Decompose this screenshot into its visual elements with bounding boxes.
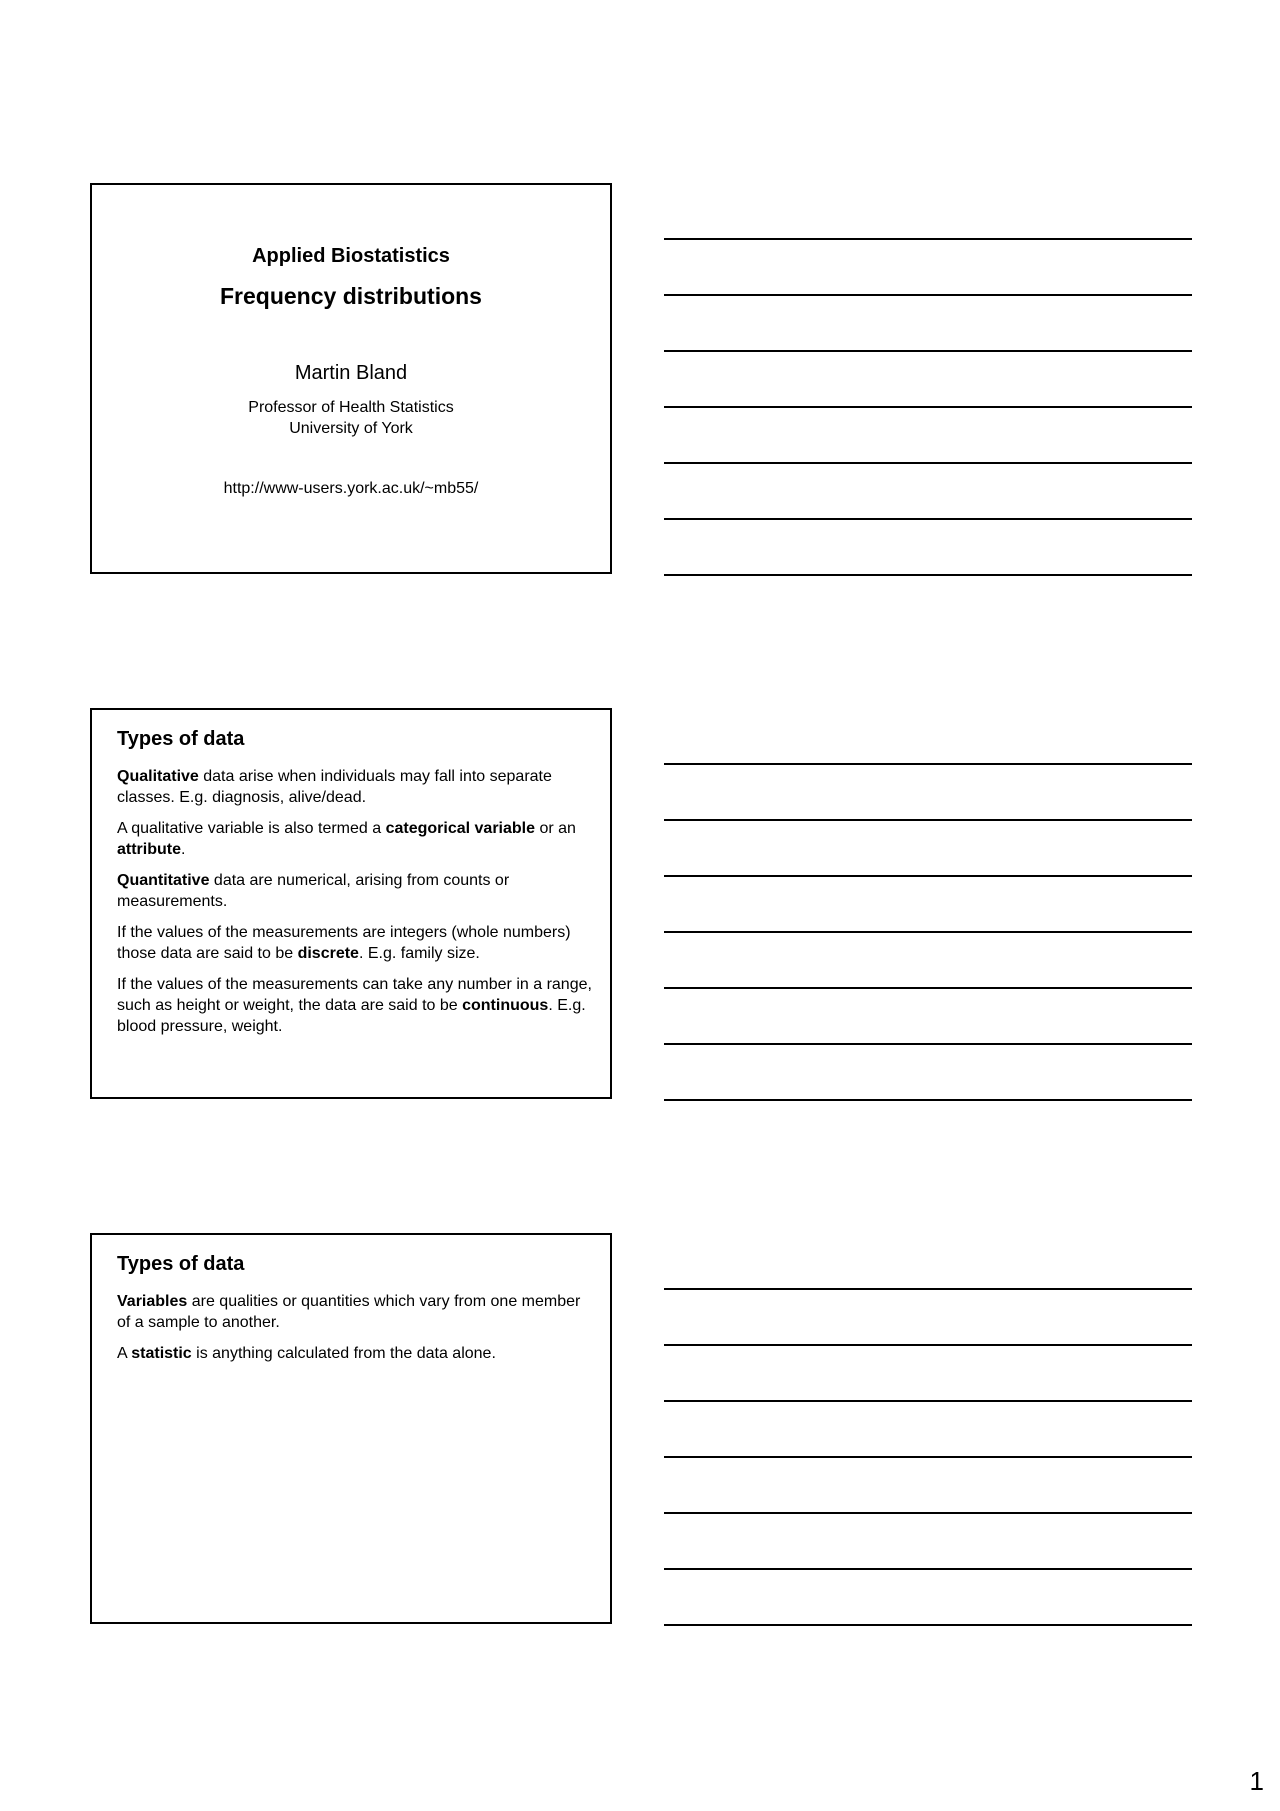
note-line <box>664 819 1192 821</box>
slide-paragraph <box>117 922 597 964</box>
slide-body <box>117 766 597 1047</box>
note-line <box>664 1099 1192 1101</box>
note-line <box>664 294 1192 296</box>
page-number: 1 <box>1249 1766 1264 1796</box>
note-line <box>664 1512 1192 1514</box>
note-line <box>664 1043 1192 1045</box>
text-run: A qualitative variable is also termed a <box>117 820 386 837</box>
text-run: . E.g. family size. <box>358 945 480 962</box>
note-line <box>664 763 1192 765</box>
text-run: If the values of the measurements can take any number in a range, such as height or weight, the data are said to be <box>117 976 592 1014</box>
slide-body <box>117 1291 597 1374</box>
note-line <box>664 1288 1192 1290</box>
text-run: is anything calculated from the data alone. <box>191 1345 496 1362</box>
bold-term: statistic <box>131 1345 192 1362</box>
note-line <box>664 875 1192 877</box>
note-line <box>664 462 1192 464</box>
text-run: A <box>117 1345 132 1362</box>
course-title: Applied Biostatistics <box>252 245 450 267</box>
author-affiliation <box>92 397 610 439</box>
slide-heading: Types of data <box>117 728 245 750</box>
note-line <box>664 518 1192 520</box>
bold-term: Variables <box>117 1293 188 1310</box>
text-run: . <box>181 841 186 858</box>
bold-term: categorical variable <box>385 820 536 837</box>
slide-paragraph <box>117 766 597 808</box>
author-institution: University of York <box>289 420 413 437</box>
text-run: or an <box>535 820 576 837</box>
slide-paragraph <box>117 1291 597 1333</box>
note-line <box>664 1456 1192 1458</box>
slide-paragraph <box>117 974 597 1037</box>
note-line <box>664 238 1192 240</box>
text-run: data are numerical, arising from counts or measurements. <box>117 872 510 910</box>
lecture-title: Frequency distributions <box>220 283 482 309</box>
slide-paragraph <box>117 1343 597 1364</box>
note-line <box>664 406 1192 408</box>
author-name: Martin Bland <box>294 362 408 384</box>
bold-term: continuous <box>462 997 549 1014</box>
note-line <box>664 350 1192 352</box>
text-run: If the values of the measurements are integers (whole numbers) those data are said to be <box>117 924 571 962</box>
note-line <box>664 1344 1192 1346</box>
slide-types-of-data-1 <box>90 708 612 1099</box>
bold-term: Qualitative <box>117 768 199 785</box>
slide-paragraph <box>117 818 597 860</box>
note-line <box>664 931 1192 933</box>
note-line <box>664 1400 1192 1402</box>
note-line <box>664 1568 1192 1570</box>
text-run: . E.g. blood pressure, weight. <box>117 997 586 1035</box>
author-position: Professor of Health Statistics <box>248 399 454 416</box>
note-line <box>664 1624 1192 1626</box>
slide-title <box>90 183 612 574</box>
bold-term: attribute <box>117 841 181 858</box>
slide-types-of-data-2 <box>90 1233 612 1624</box>
bold-term: Quantitative <box>117 872 210 889</box>
text-run: are qualities or quantities which vary from one member of a sample to another. <box>117 1293 581 1331</box>
slide-paragraph <box>117 870 597 912</box>
author-url[interactable]: http://www-users.york.ac.uk/~mb55/ <box>223 480 479 497</box>
bold-term: discrete <box>297 945 359 962</box>
note-line <box>664 574 1192 576</box>
text-run: data arise when individuals may fall into separate classes. E.g. diagnosis, alive/dead. <box>117 768 552 806</box>
note-line <box>664 987 1192 989</box>
slide-heading: Types of data <box>117 1253 245 1275</box>
